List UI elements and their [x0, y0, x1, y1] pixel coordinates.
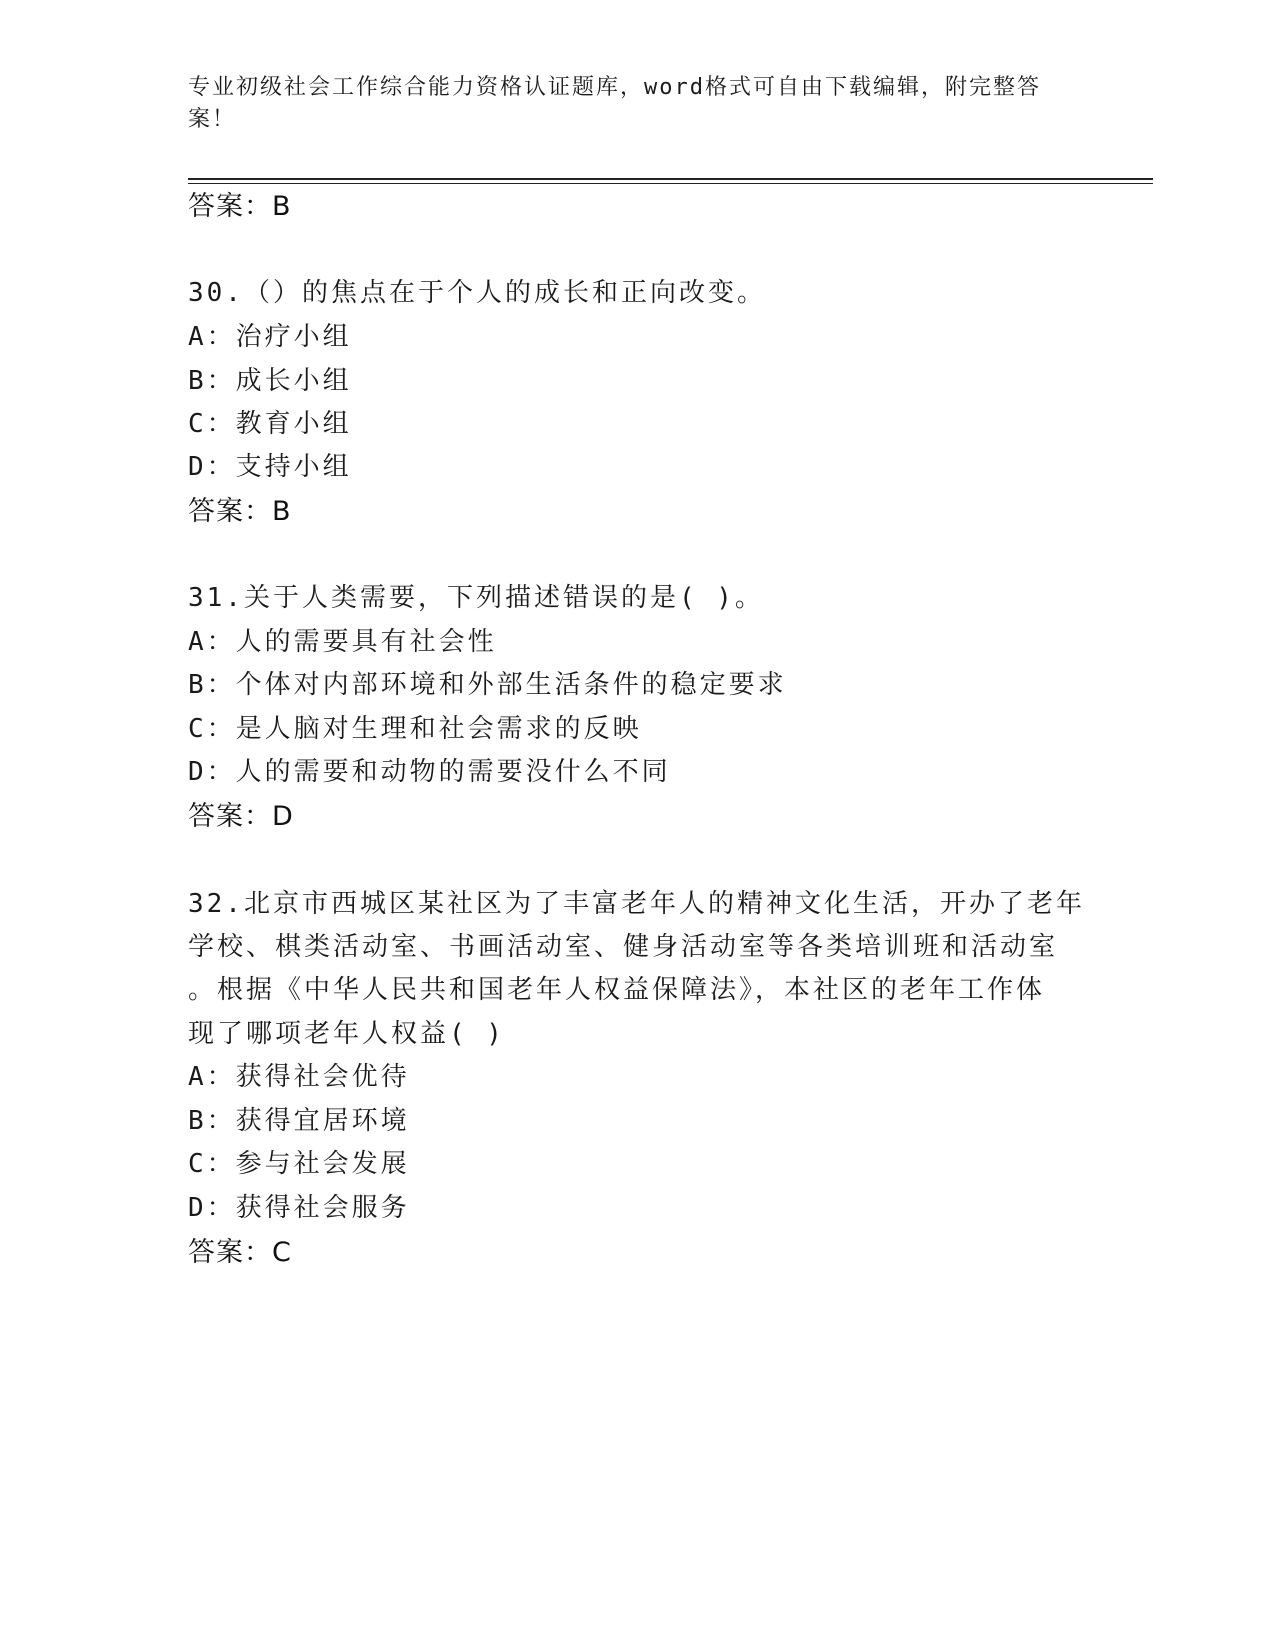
- question-stem: 30.（）的焦点在于个人的成长和正向改变。: [188, 278, 766, 308]
- page-header: 专业初级社会工作综合能力资格认证题库，word格式可自由下载编辑，附完整答案！: [188, 75, 1041, 132]
- option-b: B：获得宜居环境: [188, 1106, 410, 1136]
- option-b: B：个体对内部环境和外部生活条件的稳定要求: [188, 670, 787, 700]
- question-stem-line-3: 。根据《中华人民共和国老年人权益保障法》，本社区的老年工作体: [188, 975, 1046, 1005]
- question-stem-line-2: 学校、棋类活动室、书画活动室、健身活动室等各类培训班和活动室: [188, 932, 1059, 962]
- header-divider: [188, 178, 1153, 184]
- option-a: A：治疗小组: [188, 322, 352, 352]
- answer-line: 答案：C: [188, 1237, 292, 1268]
- answer-line: 答案：D: [188, 801, 294, 832]
- question-stem-line-4: 现了哪项老年人权益( ): [188, 1019, 505, 1049]
- option-c: C：参与社会发展: [188, 1149, 410, 1179]
- question-stem-line-1: 32.北京市西城区某社区为了丰富老年人的精神文化生活，开办了老年: [188, 889, 1085, 919]
- answer-line: 答案：B: [188, 191, 292, 222]
- option-d: D：获得社会服务: [188, 1193, 410, 1223]
- option-c: C：教育小组: [188, 409, 352, 439]
- option-d: D：支持小组: [188, 452, 352, 482]
- option-c: C：是人脑对生理和社会需求的反映: [188, 714, 642, 744]
- option-d: D：人的需要和动物的需要没什么不同: [188, 757, 671, 787]
- question-stem: 31.关于人类需要，下列描述错误的是( )。: [188, 583, 764, 613]
- option-a: A：获得社会优待: [188, 1062, 410, 1092]
- answer-line: 答案：B: [188, 496, 292, 527]
- option-b: B：成长小组: [188, 366, 352, 396]
- option-a: A：人的需要具有社会性: [188, 627, 497, 657]
